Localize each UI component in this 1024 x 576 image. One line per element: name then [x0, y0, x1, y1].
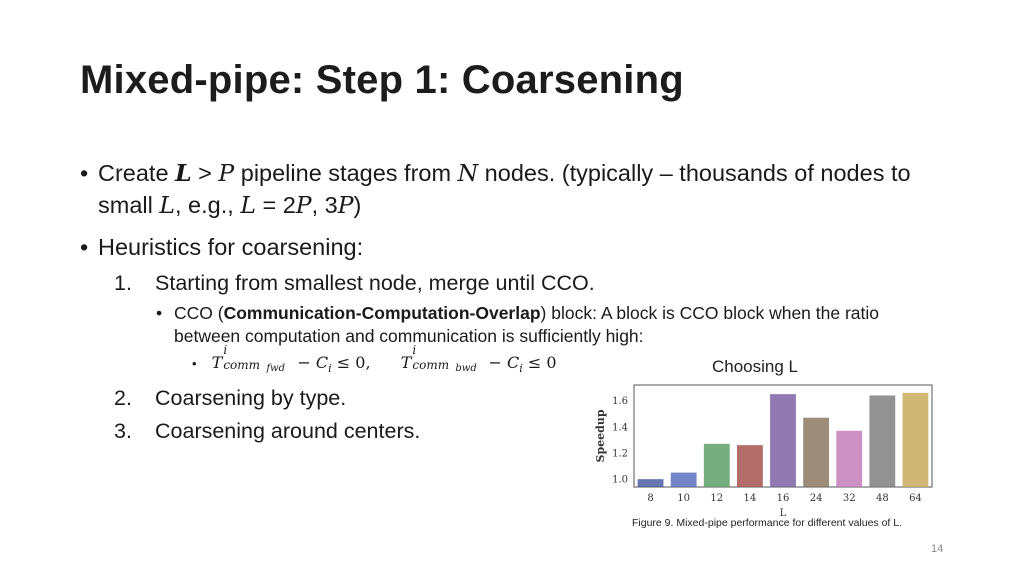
item-number: 1. — [114, 271, 132, 295]
x-tick-label: 8 — [647, 493, 654, 504]
x-tick-label: 32 — [842, 493, 856, 504]
x-axis-label: L — [779, 508, 787, 518]
bar-L-8 — [638, 479, 664, 487]
y-tick-label: 1.4 — [612, 422, 628, 434]
bar-L-48 — [869, 395, 895, 487]
y-tick-label: 1.6 — [612, 396, 628, 408]
formula-bullet — [192, 343, 557, 376]
bullet-heuristics — [80, 231, 940, 263]
bar-L-14 — [737, 445, 763, 487]
bar-L-10 — [671, 473, 697, 487]
x-tick-label: 24 — [809, 493, 823, 504]
bullet-dot: • — [80, 160, 89, 186]
bullet-cco — [156, 302, 946, 348]
formula-fwd: T i comm fwd − $C_i \le 0$, — [211, 343, 371, 376]
bar-L-12 — [704, 444, 730, 487]
bar-L-64 — [903, 393, 929, 487]
bar-L-24 — [803, 418, 829, 487]
y-tick-label: 1.2 — [612, 448, 628, 460]
bullet-text: Heuristics for coarsening: — [98, 234, 364, 260]
bullet-dot: • — [80, 234, 89, 260]
x-tick-label: 16 — [776, 493, 790, 504]
bullet-create-stages — [80, 157, 940, 221]
item-number: 2. — [114, 386, 132, 410]
figure-caption: Figure 9. Mixed-pipe performance for different values of L. — [632, 517, 903, 529]
bullet-dot: • — [156, 303, 163, 323]
page-title: Mixed-pipe: Step 1: Coarsening — [80, 58, 684, 102]
bullet-dot: • — [192, 356, 197, 371]
y-tick-label: 1.0 — [612, 474, 628, 486]
chart-title: Choosing L — [712, 357, 799, 376]
bar-L-16 — [770, 394, 796, 487]
item-text: Coarsening by type. — [155, 386, 347, 410]
formula-bwd: T i comm bwd − $C_i \le 0$ — [400, 343, 557, 376]
x-tick-label: 14 — [743, 493, 757, 504]
item-number: 3. — [114, 419, 132, 443]
bar-L-32 — [836, 431, 862, 487]
x-tick-label: 64 — [909, 493, 922, 504]
bullet-text: CCO (Communication-Computation-Overlap) block: A block is CCO block when the ratio between computation and communication is sufficiently high: — [174, 303, 880, 346]
item-text: Starting from smallest node, merge until CCO. — [155, 271, 595, 295]
x-tick-label: 48 — [875, 493, 889, 504]
speedup-bar-chart — [588, 380, 948, 518]
item-text: Coarsening around centers. — [155, 419, 421, 443]
page-number: 14 — [931, 543, 944, 555]
y-axis-label: Speedup — [594, 409, 607, 463]
bullet-text: Create L > P pipeline stages from N nodes. (typically – thousands of nodes to small L, e.g., L = 2P, 3P) — [98, 159, 911, 219]
x-tick-label: 10 — [677, 493, 691, 504]
x-tick-label: 12 — [710, 493, 724, 504]
